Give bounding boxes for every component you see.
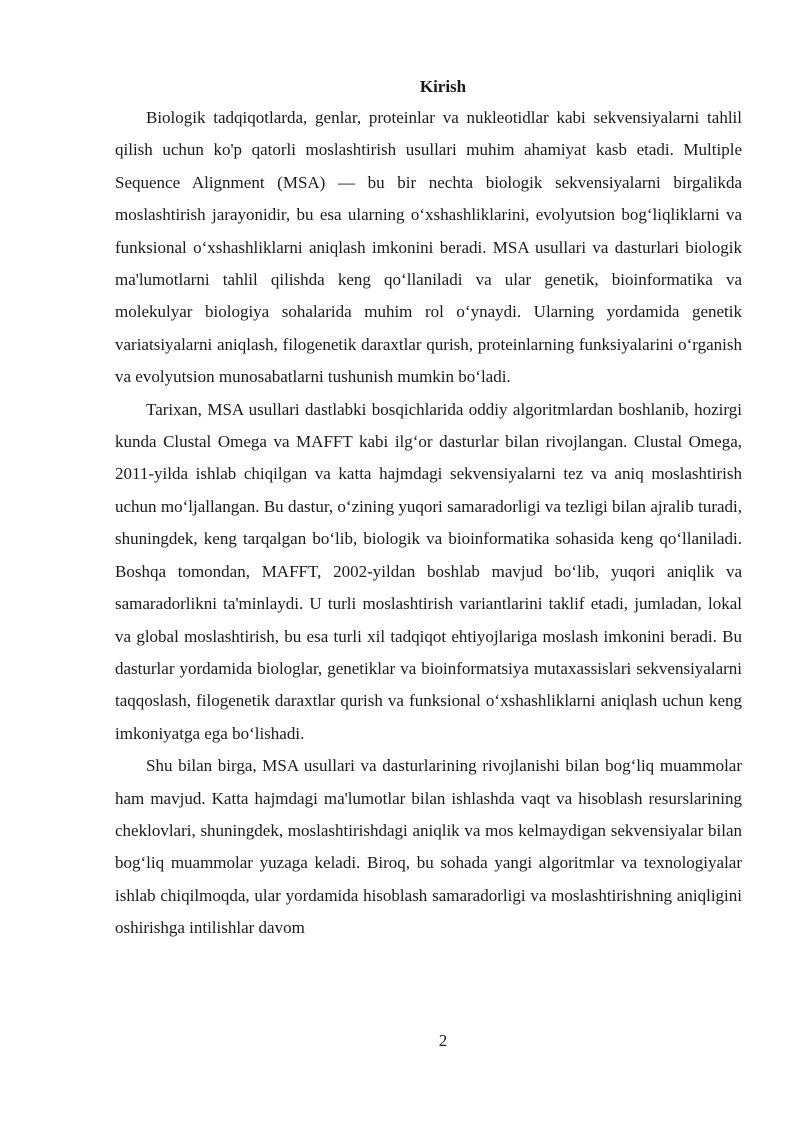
page-number: 2 — [438, 1031, 448, 1050]
paragraph-2: Tarixan, MSA usullari dastlabki bosqichlarida oddiy algoritmlardan boshlanib, hozirgi kunda Clustal Omega va MAFFT kabi ilg‘or dasturlar bilan rivojlangan. Clustal Omega, 2011-yilda ishlab chiqilgan va katta hajmdagi sekvensiyalarni tez va aniq moslashtirish uchun mo‘ljallangan. Bu dastur, o‘zining yuqori samaradorligi va tezligi bilan ajralib turadi, shuningdek, keng tarqalgan bo‘lib, biologik va bioinformatika sohasida keng qo‘llaniladi. Boshqa tomondan, MAFFT, 2002-yildan boshlab mavjud bo‘lib, yuqori aniqlik va samaradorlikni ta'minlaydi. U turli moslashtirish variantlarini taklif etadi, jumladan, lokal va global moslashtirish, bu esa turli xil tadqiqot ehtiyojlariga moslash imkonini beradi. Bu dasturlar yordamida biologlar, genetiklar va bioinformatsiya mutaxassislari sekvensiyalarni taqqoslash, filogenetik daraxtlar qurish va funksional o‘xshashliklarni aniqlash uchun keng imkoniyatga ega bo‘lishadi. — [115, 399, 742, 743]
section-heading: Kirish — [419, 77, 467, 96]
paragraph-3: Shu bilan birga, MSA usullari va dasturlarining rivojlanishi bilan bog‘liq muammolar ham mavjud. Katta hajmdagi ma'lumotlar bilan ishlashda vaqt va hisoblash resurslarining cheklovlari, shuningdek, moslashtirishdagi aniqlik va mos kelmaydigan sekvensiyalar bilan bog‘liq muammolar yuzaga keladi. Biroq, bu sohada yangi algoritmlar va texnologiyalar ishlab chiqilmoqda, ular yordamida hisoblash samaradorligi va moslashtirishning aniqligini oshirishga intilishlar davom — [115, 756, 742, 938]
body-text — [115, 102, 742, 945]
paragraph-1: Biologik tadqiqotlarda, genlar, proteinlar va nukleotidlar kabi sekvensiyalarni tahlil qilish uchun ko'p qatorli moslashtirish usullari muhim ahamiyat kasb etadi. Multiple Sequence Alignment (MSA) — bu bir nechta biologik sekvensiyalarni birgalikda moslashtirish jarayonidir, bu esa ularning o‘xshashliklarini, evolyutsion bog‘liqliklarni va funksional o‘xshashliklarni aniqlash imkonini beradi. MSA usullari va dasturlari biologik ma'lumotlarni tahlil qilishda keng qo‘llaniladi va ular genetik, bioinformatika va molekulyar biologiya sohalarida muhim rol o‘ynaydi. Ularning yordamida genetik variatsiyalarni aniqlash, filogenetik daraxtlar qurish, proteinlarning funksiyalarini o‘rganish va evolyutsion munosabatlarni tushunish mumkin bo‘ladi. — [115, 108, 742, 387]
